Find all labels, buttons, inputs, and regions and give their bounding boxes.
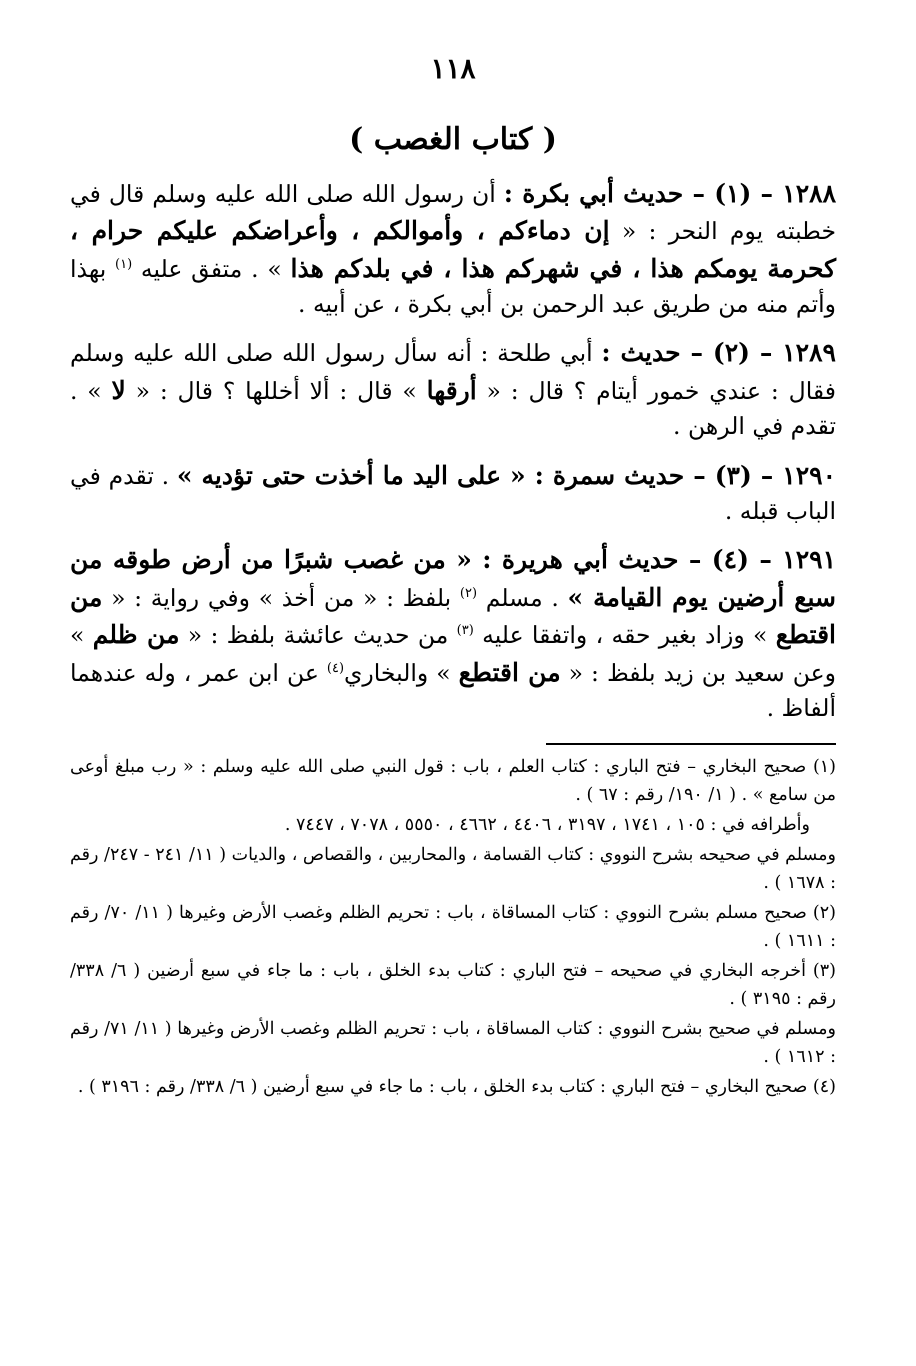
page-number: ١١٨ xyxy=(430,52,476,85)
text-run: » والبخاري xyxy=(344,658,459,687)
footnote-4: (٤) صحيح البخاري – فتح الباري : كتاب بدء الخلق ، باب : ما جاء في سبع أرضين ( ٦/ ٣٣٨/ رقم : ٣١٩٦ ) . xyxy=(77,1076,836,1097)
text-run: . تقدم في الباب قبله . xyxy=(70,461,836,526)
hadith-list xyxy=(70,175,836,727)
bold-text: ١٢٩٠ – (٣) – حديث سمرة : « على اليد ما أخذت حتى تؤديه » xyxy=(176,460,837,490)
bold-text: أرقها xyxy=(426,375,477,405)
footnote-2: (٢) صحيح مسلم بشرح النووي : كتاب المساقاة ، باب : تحريم الظلم وغصب الأرض وغيرها ( ١١/ ٧٠/ رقم : ١٦١١ ) . xyxy=(70,902,836,951)
hadith-1291 xyxy=(70,541,836,726)
bold-text: من اقتطع xyxy=(458,657,561,687)
text-run: بهذا وأتم منه من طريق عبد الرحمن بن أبي بكرة ، عن أبيه . xyxy=(70,254,836,319)
footnotes xyxy=(70,753,836,1101)
text-run: » قال : ألا أخللها ؟ قال : « xyxy=(125,376,427,405)
footnote-1-muslim: ومسلم في صحيحه بشرح النووي : كتاب القسامة ، والمحاربين ، والقصاص ، والديات ( ١١/ ٢٤١ - ٢٤٧/ رقم : ١٦٧٨ ) . xyxy=(70,844,836,893)
hadith-1290 xyxy=(70,457,836,530)
text-run: أن رسول الله صلى الله عليه وسلم قال في خطبته يوم النحر : « xyxy=(70,179,836,246)
footnote-ref: (٣) xyxy=(456,623,474,639)
bold-text: من اقتطع xyxy=(70,582,836,650)
footnote-ref: (٤) xyxy=(326,661,345,677)
bold-text: ١٢٨٩ – (٢) – حديث : xyxy=(601,338,836,368)
text-run: » وزاد بغير حقه ، واتفقا عليه xyxy=(473,621,776,650)
bold-text: ١٢٩١ – (٤) – حديث أبي هريرة : « من غصب شبرًا من أرض طوقه من سبع أرضين يوم القيامة » xyxy=(70,545,836,612)
bold-text: لا xyxy=(111,375,126,405)
footnote-3-muslim: ومسلم في صحيح بشرح النووي : كتاب المساقاة ، باب : تحريم الظلم وغصب الأرض وغيرها ( ١١/ ٧١/ رقم : ١٦١٢ ) . xyxy=(70,1018,836,1067)
footnote-1-atraf: وأطرافه في : ١٠٥ ، ١٧٤١ ، ٣١٩٧ ، ٤٤٠٦ ، ٤٦٦٢ ، ٥٥٥٠ ، ٧٠٧٨ ، ٧٤٤٧ . xyxy=(284,814,810,835)
footnote-ref: (١) xyxy=(115,256,133,272)
text-run: من حديث عائشة بلفظ : « xyxy=(179,621,457,650)
chapter-title: ( كتاب الغصب ) xyxy=(349,121,557,157)
hadith-1288 xyxy=(70,175,836,323)
text-run: أبي طلحة : أنه سأل رسول الله صلى الله عليه وسلم فقال : عندي خمور أيتام ؟ قال : « xyxy=(70,339,836,405)
bold-text: من ظلم xyxy=(92,620,180,650)
footnote-divider xyxy=(546,743,836,745)
bold-text: ١٢٨٨ – (١) – حديث أبي بكرة : xyxy=(503,178,836,208)
text-run: » . متفق عليه xyxy=(132,254,291,283)
hadith-1289 xyxy=(70,334,836,444)
text-run: » وعن سعيد بن زيد بلفظ : « xyxy=(70,621,836,687)
bold-text: إن دماءكم ، وأموالكم ، وأعراضكم عليكم حرام ، كحرمة يومكم هذا ، في شهركم هذا ، في بلدكم هذا xyxy=(70,216,837,283)
text-run: . مسلم xyxy=(477,583,568,612)
footnote-1: (١) صحيح البخاري – فتح الباري : كتاب العلم ، باب : قول النبي صلى الله عليه وسلم : « رب مبلغ أوعى من سامع » . ( ١/ ١٩٠/ رقم : ٦٧ ) . xyxy=(70,756,836,805)
text-run: بلفظ : « من أخذ » وفي رواية : « xyxy=(102,583,460,612)
footnote-3: (٣) أخرجه البخاري في صحيحه – فتح الباري : كتاب بدء الخلق ، باب : ما جاء في سبع أرضين ( ٦/ ٣٣٨/ رقم : ٣١٩٥ ) . xyxy=(70,960,836,1009)
text-run: » . تقدم في الرهن . xyxy=(70,376,836,441)
footnote-ref: (٢) xyxy=(459,586,478,602)
text-run: عن ابن عمر ، وله عندهما ألفاظ . xyxy=(70,658,836,723)
